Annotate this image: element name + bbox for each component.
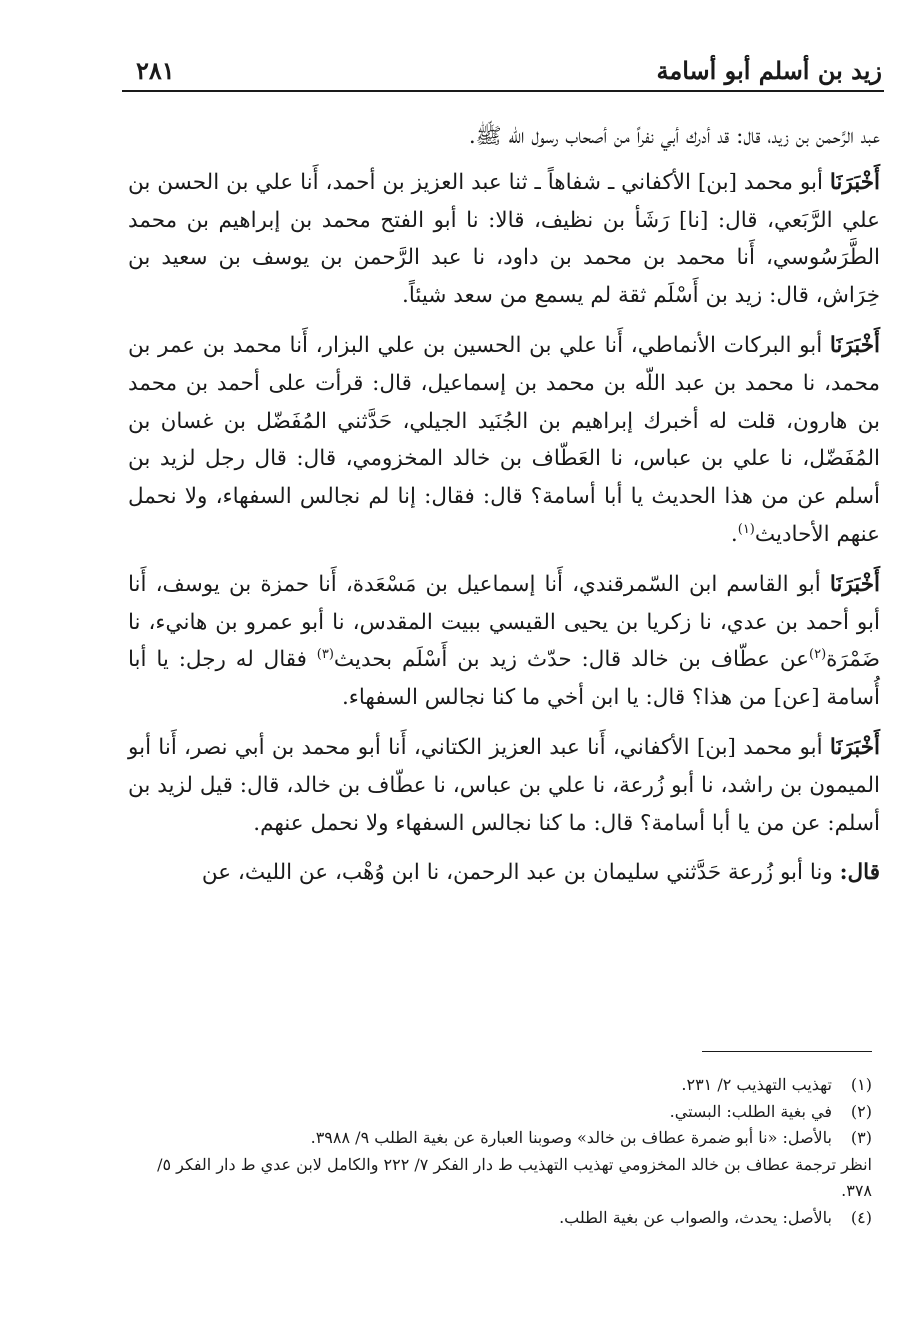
paragraph-2 xyxy=(128,164,880,315)
paragraph-text: أبو محمد [بن] الأكفاني ـ شفاهاً ـ ثنا عبد العزيز بن أحمد، أَنا علي بن الحسن بن علي الرَّبَعي، قال: [نا] رَشَأ بن نظيف، قالا: نا أبو الفتح محمد بن إبراهيم بن محمد الطَّرَسُوسي، أَنا محمد بن محمد بن داود، نا عبد الرَّحمن بن يوسف بن سعيد بن خِرَاش، قال: زيد بن أَسْلَم ثقة لم يسمع من سعد شيئاً. xyxy=(128,169,880,309)
paragraph-lead: قال: xyxy=(839,860,880,886)
footnote-3 xyxy=(132,1125,872,1152)
paragraph-text: أبو محمد [بن] الأكفاني، أَنا عبد العزيز الكتاني، أَنا أبو محمد بن أبي نصر، أَنا أبو الميمون بن راشد، نا أبو زُرعة، نا علي بن عباس، نا عطّاف بن خالد، قال: قيل لزيد بن أسلم: عن من يا أبا أسامة؟ قال: ما كنا نجالس السفهاء ولا نحمل عنهم. xyxy=(128,734,880,836)
paragraph-4 xyxy=(128,566,880,717)
footnote-number: (٢) xyxy=(850,1101,872,1121)
footnote-text: تهذيب التهذيب ٢/ ٢٣١. xyxy=(681,1075,832,1094)
footnote-number: (١) xyxy=(850,1075,872,1094)
footnote-ref: (٢) xyxy=(809,647,827,663)
paragraph-text: ونا أبو زُرعة حَدَّثني سليمان بن عبد الرحمن، نا ابن وُهْب، عن الليث، عن xyxy=(201,860,840,886)
footnote-4 xyxy=(132,1205,872,1232)
running-header xyxy=(122,50,884,92)
paragraph-lead: أَخْبَرَنَا xyxy=(829,169,880,195)
footnote-ref: (٣) xyxy=(316,647,334,663)
main-text xyxy=(128,118,880,904)
footnote-3-continued: انظر ترجمة عطاف بن خالد المخزومي تهذيب التهذيب ط دار الفكر ٧/ ٢٢٢ والكامل لابن عدي ط دار الفكر ٥/ ٣٧٨. xyxy=(157,1154,872,1200)
footnote-text: بالأصل: يحدث، والصواب عن بغية الطلب. xyxy=(559,1207,832,1227)
footnote-2 xyxy=(132,1099,872,1126)
paragraph-6 xyxy=(128,854,880,892)
paragraph-text: عبد الرَّحمن بن زيد، قال: قد أدرك أبي نفراً من أصحاب رسول الله ﷺ. xyxy=(468,124,880,149)
paragraph-5 xyxy=(128,729,880,842)
footnote-text: في بغية الطلب: البستي. xyxy=(669,1101,832,1121)
paragraph-lead: أَخْبَرَنَا xyxy=(829,332,880,358)
paragraph-lead: أَخْبَرَنَا xyxy=(829,571,880,597)
paragraph-3 xyxy=(128,327,880,554)
footnote-number: (٣) xyxy=(850,1128,872,1147)
footnote-number: (٤) xyxy=(850,1207,872,1227)
paragraph-lead: أَخْبَرَنَا xyxy=(829,734,880,760)
paragraph-tail: . xyxy=(730,521,738,547)
paragraph-1 xyxy=(128,118,880,156)
footnote-text: بالأصل: «نا أبو ضمرة عطاف بن خالد» وصوبنا العبارة عن بغية الطلب ٩/ ٣٩٨٨. xyxy=(310,1128,832,1147)
footnote-1 xyxy=(132,1072,872,1099)
paragraph-text-continued: عن عطّاف بن خالد قال: حدّث زيد بن أَسْلَم بحديث xyxy=(333,647,810,673)
header-rule xyxy=(122,90,884,92)
page-number: ٢٨١ xyxy=(136,56,175,85)
paragraph-text-end: فقال له رجل: يا أبا أُسامة [عن] من هذا؟ قال: يا ابن أخي ما كنا نجالس السفهاء. xyxy=(128,647,880,711)
footnotes xyxy=(132,1072,872,1231)
paragraph-text: أبو البركات الأنماطي، أَنا علي بن الحسين بن علي البزار، أَنا محمد بن عمر بن محمد، نا محمد بن عبد اللّه بن محمد بن إسماعيل، قال: قرأت على أحمد بن محمد بن هارون، قلت له أخبرك إبراهيم بن الجُنَيد الجيلي، حَدَّثني المُفَضّل بن غسان بن المُفَضّل، نا علي بن عباس، نا العَطّاف بن خالد المخزومي، قال: قال رجل لزيد بن أسلم عن من هذا الحديث يا أبا أسامة؟ قال: فقال: إنا لم نجالس السفهاء، ولا نحمل عنهم الأحاديث xyxy=(128,332,880,547)
footnote-ref: (١) xyxy=(737,521,755,537)
paragraph-text: أبو القاسم ابن السّمرقندي، أَنا إسماعيل بن مَسْعَدة، أَنا حمزة بن يوسف، أَنا أبو أحمد بن عدي، نا زكريا بن يحيى القيسي ببيت المقدس، نا أبو عمرو بن هانيء، نا ضَمْرَة xyxy=(128,571,880,673)
footnote-separator xyxy=(702,1051,872,1052)
chapter-title: زيد بن أسلم أبو أسامة xyxy=(656,56,882,85)
